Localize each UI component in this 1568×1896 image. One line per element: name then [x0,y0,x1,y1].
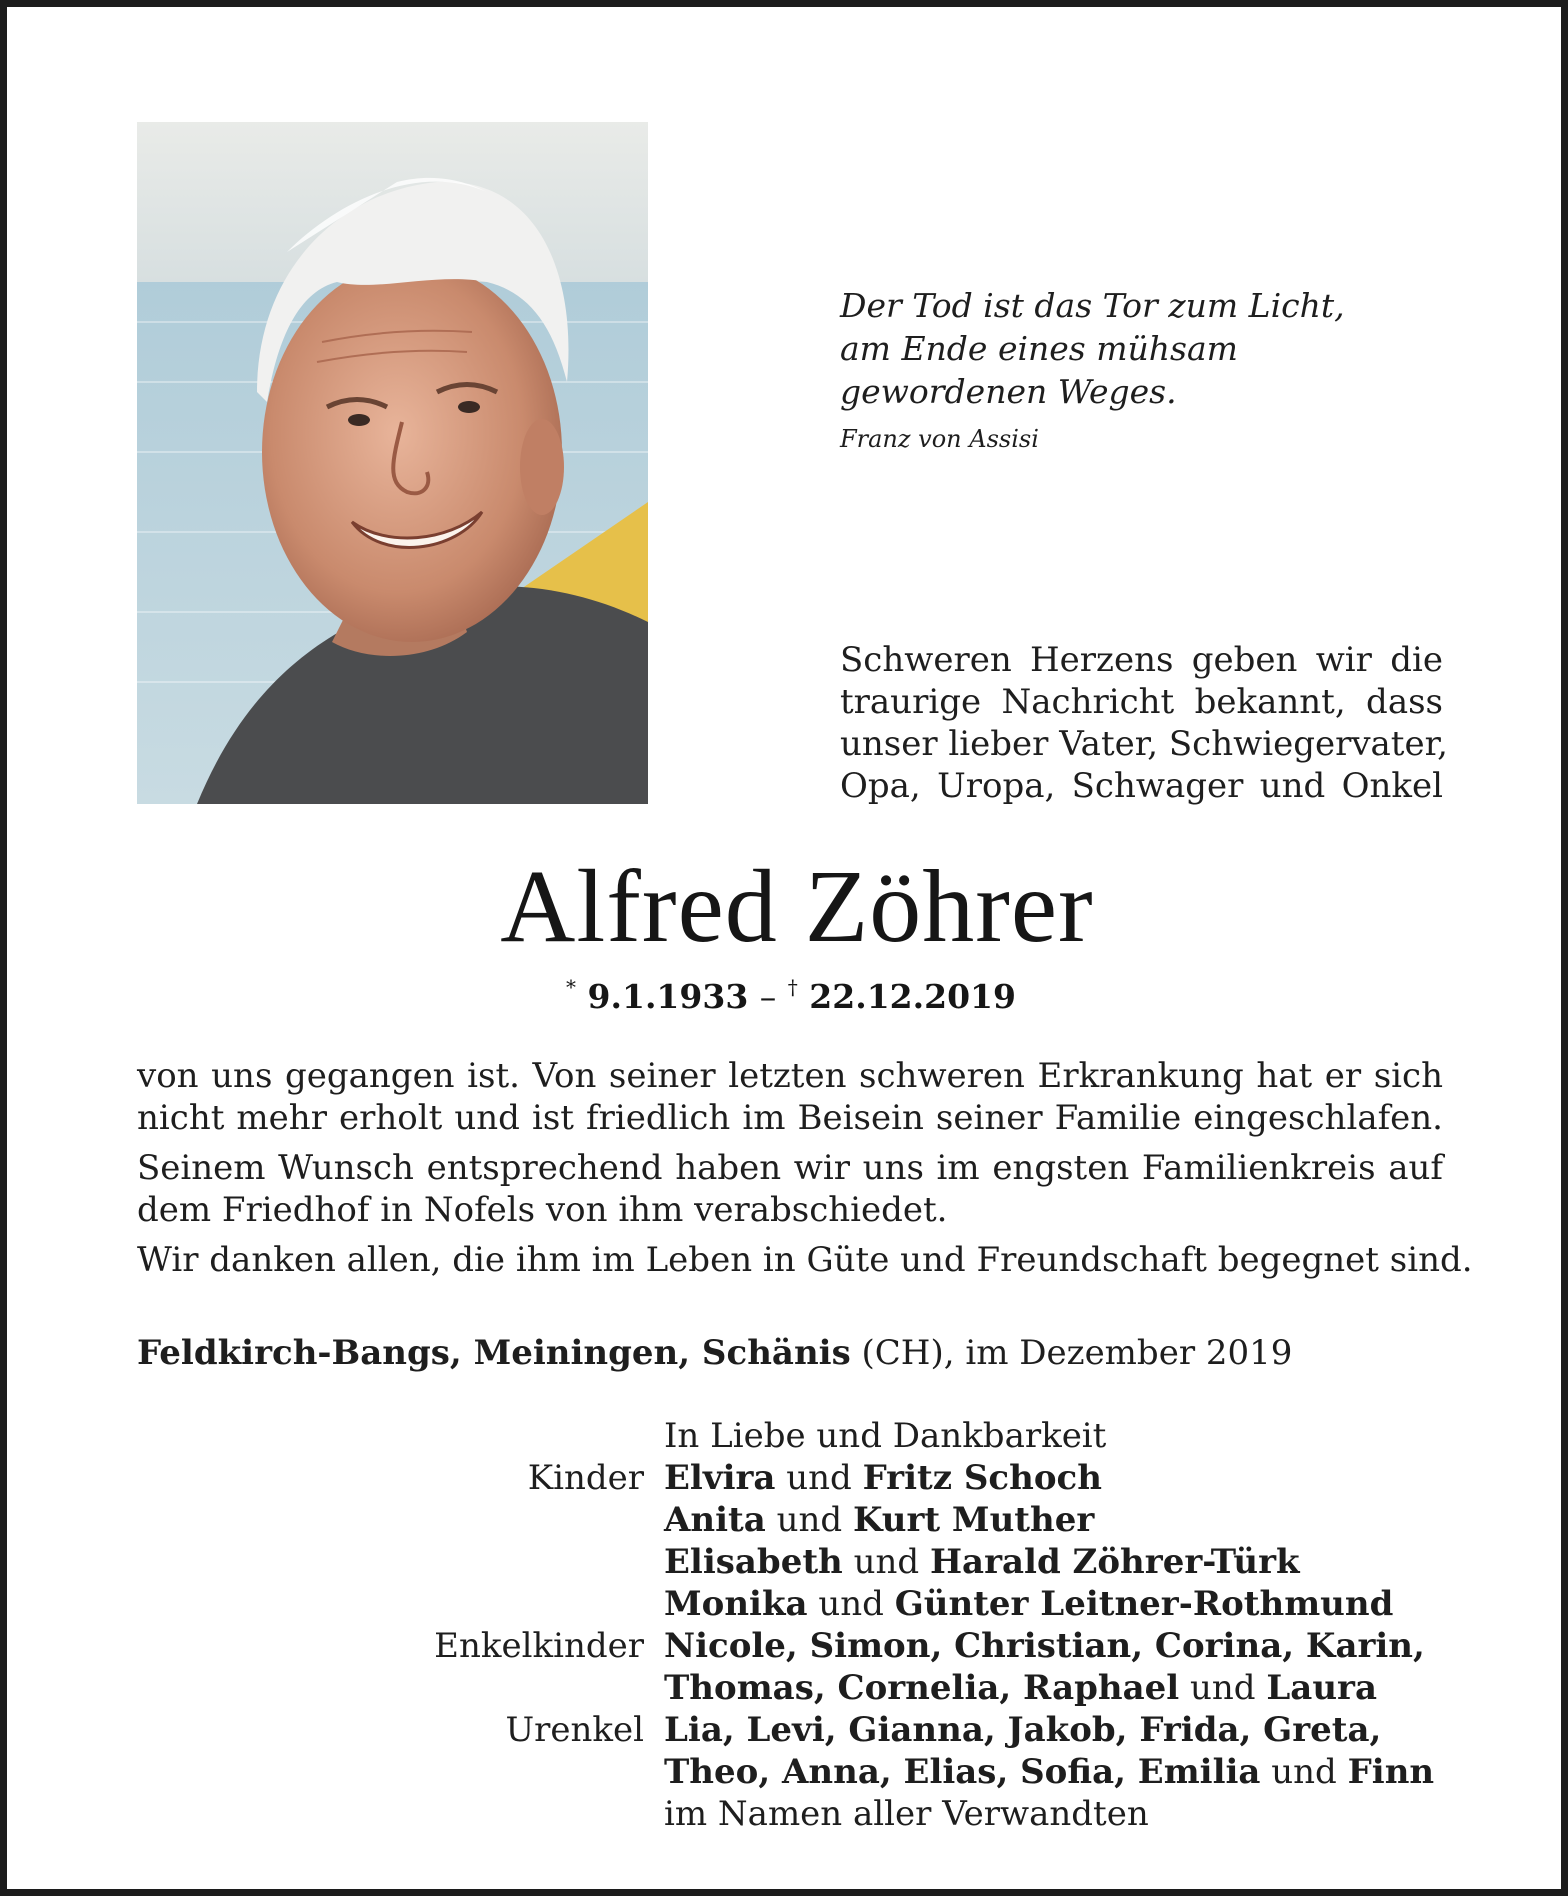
paragraph-thanks [137,1239,1473,1281]
quote-line: gewordenen Weges. [840,372,1177,411]
great-grandchildren-names: Finn [1347,1752,1435,1792]
birth-symbol: * [566,975,577,999]
kinder-names [664,1499,1094,1541]
location-places: Feldkirch-Bangs, Meiningen, Schänis [137,1333,851,1373]
grandchildren-names: Nicole, Simon, Christian, Corina, Karin, [664,1626,1425,1666]
portrait-photo [137,122,648,804]
child-name: Monika [664,1584,808,1624]
death-date: 22.12.2019 [809,977,1016,1016]
paragraph-passing [137,1055,1443,1139]
date-dash: – [759,977,777,1016]
mourners-list [137,1415,1443,1835]
and-word: und [818,1584,884,1624]
great-grandchildren-names: Theo, Anna, Elias, Sofia, Emilia [664,1752,1261,1792]
kinder-names [664,1583,1393,1625]
body-line: Wir danken allen, die ihm im Leben in Güte und Freundschaft begegnet sind. [137,1240,1473,1280]
kinder-row [137,1457,1443,1499]
spouse-name: Fritz Schoch [862,1458,1102,1498]
signoff-intro: In Liebe und Dankbarkeit [664,1416,1107,1456]
location-country: (CH) [861,1333,944,1373]
life-dates [7,975,1568,1016]
announcement-intro [840,639,1448,807]
great-grandchildren-names: Lia, Levi, Gianna, Jakob, Frida, Greta, [664,1710,1382,1750]
closing-text: im Namen aller Verwandten [664,1794,1149,1834]
quote-line: Der Tod ist das Tor zum Licht, [840,286,1345,325]
and-word: und [776,1500,843,1540]
death-symbol: † [787,975,798,999]
kinder-names [664,1541,1300,1583]
deceased-name: Alfred Zöhrer [500,849,1094,964]
and-word: und [853,1542,920,1582]
urenkel-names [664,1709,1381,1751]
kinder-row [137,1499,1443,1541]
grandchildren-names: Thomas, Cornelia, Raphael [664,1668,1180,1708]
and-word: und [1271,1752,1337,1792]
child-name: Elvira [664,1458,776,1498]
location-date-line [137,1332,1292,1374]
enkel-row [137,1625,1443,1667]
spouse-name: Harald Zöhrer-Türk [929,1542,1300,1582]
obituary-body [137,1055,1473,1289]
and-word: und [1190,1668,1256,1708]
enkel-row [137,1667,1443,1709]
quote-line: am Ende eines mühsam [840,329,1238,368]
child-name: Anita [664,1500,766,1540]
urenkel-row [137,1709,1443,1751]
and-word: und [786,1458,852,1498]
intro-line: Schweren Herzens geben wir die [840,640,1443,680]
quote-author: Franz von Assisi [840,425,1039,453]
enkel-names [664,1625,1425,1667]
paragraph-farewell [137,1147,1443,1231]
spouse-name: Kurt Muther [852,1500,1095,1540]
body-line: nicht mehr erholt und ist friedlich im Beisein seiner Familie eingeschlafen. [137,1098,1443,1138]
kinder-row [137,1541,1443,1583]
intro-line: traurige Nachricht bekannt, dass [840,682,1443,722]
body-line: Seinem Wunsch entsprechend haben wir uns im engsten Familienkreis auf [137,1148,1443,1188]
urenkel-names [664,1751,1434,1793]
child-name: Elisabeth [664,1542,843,1582]
kinder-label: Kinder [527,1458,644,1498]
intro-line: unser lieber Vater, Schwiegervater, [840,724,1448,764]
signoff-intro-row [137,1415,1443,1457]
epitaph-quote [840,284,1460,413]
grandchildren-names: Laura [1266,1668,1377,1708]
kinder-row [137,1583,1443,1625]
location-date: , im Dezember 2019 [943,1333,1293,1373]
body-line: von uns gegangen ist. Von seiner letzten schweren Erkrankung hat er sich [137,1056,1443,1096]
enkel-names [664,1667,1377,1709]
body-line: dem Friedhof in Nofels von ihm verabschiedet. [137,1190,948,1230]
urenkel-label: Urenkel [505,1710,644,1750]
closing-row [137,1793,1443,1835]
enkel-label: Enkelkinder [434,1626,644,1666]
intro-line: Opa, Uropa, Schwager und Onkel [840,766,1443,806]
kinder-names [664,1457,1102,1499]
spouse-name: Günter Leitner-Rothmund [894,1584,1394,1624]
urenkel-row [137,1751,1443,1793]
birth-date: 9.1.1933 [587,977,749,1016]
